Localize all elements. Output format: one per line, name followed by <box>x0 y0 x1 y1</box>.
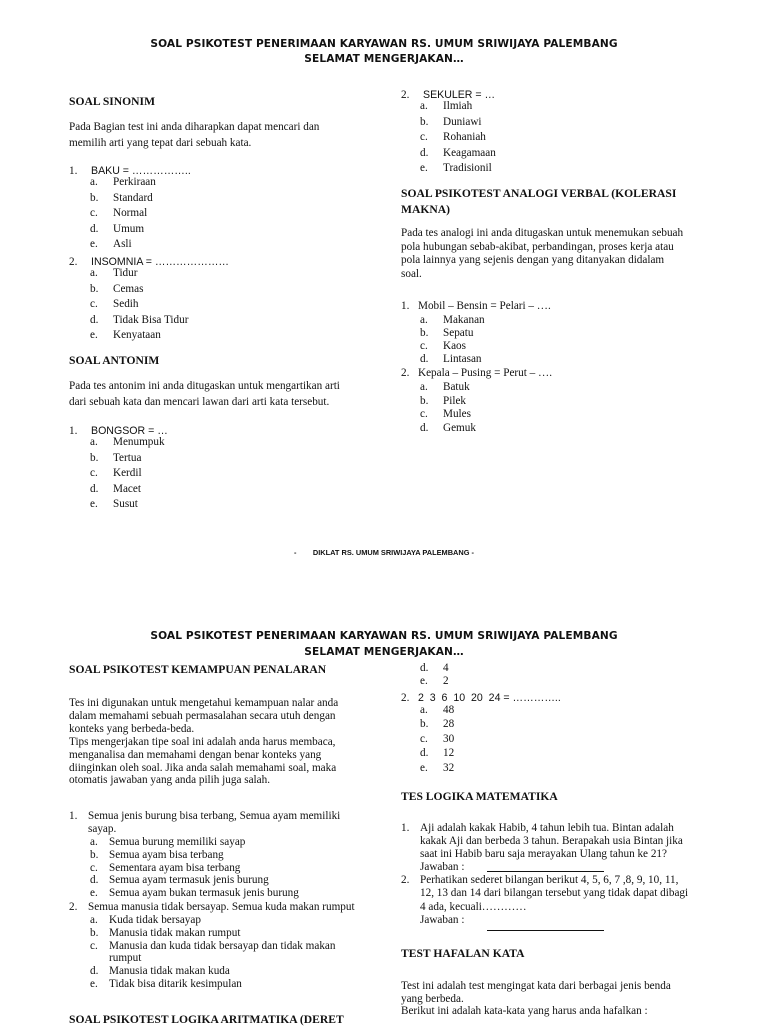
question-text: INSOMNIA = ………………… <box>91 256 230 268</box>
option: d. Macet <box>90 482 141 495</box>
option: c. Normal <box>90 207 148 220</box>
option: b. Manusia tidak makan rumput <box>90 926 241 939</box>
question-text: Kepala – Pusing = Perut – …. <box>418 367 553 379</box>
page1-subtitle: SELAMAT MENGERJAKAN… <box>304 53 464 65</box>
antonim-intro: Pada tes antonim ini anda ditugaskan untuk mengartikan arti dari sebuah kata dan mencari lawan dari arti kata tersebut. <box>69 380 340 408</box>
option: c. Sementara ayam bisa terbang <box>90 861 241 874</box>
option: c. Rohaniah <box>420 131 486 144</box>
penalaran-intro: Tes ini digunakan untuk mengetahui kemampuan nalar anda dalam memahami sebuah permasalahan secara utuh dengan konteks yang berbeda-beda. Tips mengerjakan tipe soal ini adalah anda harus membaca, menganalisa dan memahami dengan benar konteks yang diinginkan oleh soal. Jika anda salah memahami soal, maka otomatis jawaban yang anda pilih juga salah. <box>69 697 339 787</box>
option: e. 32 <box>420 761 455 774</box>
option: a. Ilmiah <box>420 100 473 112</box>
penalaran-q2: 2. Semua manusia tidak bersayap. Semua kuda makan rumput <box>69 901 355 913</box>
page1-title: SOAL PSIKOTEST PENERIMAAN KARYAWAN RS. UMUM SRIWIJAYA PALEMBANG <box>150 38 618 50</box>
option: a. Tidur <box>90 267 138 279</box>
antonim-heading: SOAL ANTONIM <box>69 354 160 367</box>
analogi-q1: 1. Mobil – Bensin = Pelari – …. <box>401 300 551 312</box>
option: e. Tidak bisa ditarik kesimpulan <box>90 977 242 990</box>
option: b. Duniawi <box>420 115 482 128</box>
option: b. Cemas <box>90 282 144 295</box>
option: c. Kaos <box>420 340 466 352</box>
deret-q2: 2. 2 3 6 10 20 24 = ………….. <box>401 692 561 704</box>
hafalan-intro: Test ini adalah test mengingat kata dari berbagai jenis benda yang berbeda. Berikut ini adalah kata-kata yang harus anda hafalkan : <box>401 980 671 1017</box>
sinonim-q3-options <box>420 99 496 177</box>
analogi-heading: SOAL PSIKOTEST ANALOGI VERBAL (KOLERASI MAKNA) <box>401 187 677 216</box>
hafalan-heading: TEST HAFALAN KATA <box>401 947 525 960</box>
option: c. Sedih <box>90 298 139 311</box>
logika-heading: TES LOGIKA MATEMATIKA <box>401 790 558 803</box>
page2-subtitle: SELAMAT MENGERJAKAN… <box>304 646 464 658</box>
option: a. Menumpuk <box>90 436 165 448</box>
option: d. Semua ayam termasuk jenis burung <box>90 874 269 887</box>
analogi-q2: 2. Kepala – Pusing = Perut – …. <box>401 367 553 379</box>
sinonim-q1: 1. BAKU = …………….. <box>69 165 191 177</box>
sinonim-intro: Pada Bagian test ini anda diharapkan dapat mencari dan memilih arti yang tepat dari sebuah kata. <box>69 121 320 149</box>
option: d. Tidak Bisa Tidur <box>90 313 189 326</box>
option: c. 30 <box>420 732 455 745</box>
antonim-q1: 1. BONGSOR = … <box>69 425 168 437</box>
answer-line-1[interactable] <box>487 871 604 872</box>
question-text: Semua manusia tidak bersayap. Semua kuda makan rumput <box>88 901 355 913</box>
penalaran-heading: SOAL PSIKOTEST KEMAMPUAN PENALARAN <box>69 663 327 676</box>
question-text: Perhatikan sederet bilangan berikut 4, 5, 6, 7 ,8, 9, 10, 11, <box>420 874 679 886</box>
option: e. Kenyataan <box>90 329 161 342</box>
option: d. Umum <box>90 222 145 235</box>
deret-q2-options <box>420 703 454 775</box>
question-text: Mobil – Bensin = Pelari – …. <box>418 300 551 312</box>
option: e. Tradisionil <box>420 162 492 175</box>
sinonim-q2: 2. INSOMNIA = ………………… <box>69 256 230 268</box>
option: a. Kuda tidak bersayap <box>90 914 201 926</box>
option: b. Tertua <box>90 451 142 464</box>
question-text: 2 3 6 10 20 24 = ………….. <box>418 692 561 704</box>
sinonim-q2-options <box>90 266 188 344</box>
analogi-intro: Pada tes analogi ini anda ditugaskan untuk menemukan sebuah pola hubungan sebab-akibat, perbandingan, proses kerja atau pola lainnya yang sejenis dengan yang ditanyakan didalam soal. <box>401 227 684 280</box>
sinonim-heading: SOAL SINONIM <box>69 95 156 108</box>
option: e. Asli <box>90 238 132 251</box>
option: c. Manusia dan kuda tidak bersayap dan tidak makan <box>90 939 336 952</box>
penalaran-q2-options <box>90 914 335 991</box>
option: c. Mules <box>420 408 471 420</box>
answer-line-2[interactable] <box>487 930 604 931</box>
option: d. 12 <box>420 747 455 760</box>
option: b. Semua ayam bisa terbang <box>90 848 224 861</box>
question-text: Semua jenis burung bisa terbang, Semua ayam memiliki <box>88 810 341 822</box>
question-text: Aji adalah kakak Habib, 4 tahun lebih tua. Bintan adalah <box>420 822 674 834</box>
option: a. Makanan <box>420 314 485 326</box>
page2-title: SOAL PSIKOTEST PENERIMAAN KARYAWAN RS. UMUM SRIWIJAYA PALEMBANG <box>150 630 618 642</box>
analogi-q1-options <box>420 314 485 366</box>
option: b. 28 <box>420 718 455 731</box>
option: a. Perkiraan <box>90 176 156 188</box>
sinonim-q3: 2. SEKULER = … <box>401 89 496 101</box>
option: d. Manusia tidak makan kuda <box>90 965 230 978</box>
option: a. Semua burung memiliki sayap <box>90 836 246 848</box>
question-text: BAKU = …………….. <box>91 165 191 177</box>
option: b. Standard <box>90 191 153 204</box>
option: rumput <box>109 952 142 965</box>
question-text: SEKULER = … <box>423 89 496 101</box>
antonim-q1-options <box>90 435 165 513</box>
option: b. Pilek <box>420 394 466 407</box>
option: e. Semua ayam bukan termasuk jenis burung <box>90 887 299 900</box>
question-text: BONGSOR = … <box>91 425 168 437</box>
option: d. Keagamaan <box>420 146 496 159</box>
analogi-q2-options <box>420 381 476 435</box>
penalaran-q1-options <box>90 836 299 900</box>
option: b. Sepatu <box>420 327 474 339</box>
option: e. Susut <box>90 498 138 511</box>
option: c. Kerdil <box>90 467 142 480</box>
logika-q1: 1. Aji adalah kakak Habib, 4 tahun lebih tua. Bintan adalah kakak Aji dan berbeda 3 tahun. Berapakah usia Bintan jika saat ini Habib baru saja merayakan Ulang tahun ke 21? Jawaban : <box>401 822 683 873</box>
logika-q2: 2. Perhatikan sederet bilangan berikut 4, 5, 6, 7 ,8, 9, 10, 11, 12, 13 dan 14 dari bilangan tersebut yang tidak dapat dibagi 4 ada, kecuali………… Jawaban : <box>401 874 689 927</box>
option: e. 2 <box>420 675 449 687</box>
page1-footer: - DIKLAT RS. UMUM SRIWIJAYA PALEMBANG - <box>294 548 474 557</box>
option: d. 4 <box>420 662 449 674</box>
option: d. Gemuk <box>420 421 476 434</box>
sinonim-q1-options <box>90 175 156 253</box>
deret-prev-options <box>420 662 449 688</box>
aritmatika-heading: SOAL PSIKOTEST LOGIKA ARITMATIKA (DERET <box>69 1013 344 1026</box>
penalaran-q1: 1. Semua jenis burung bisa terbang, Semua ayam memiliki sayap. <box>69 810 341 835</box>
option: a. Batuk <box>420 381 470 393</box>
option: d. Lintasan <box>420 353 482 365</box>
option: a. 48 <box>420 704 455 716</box>
